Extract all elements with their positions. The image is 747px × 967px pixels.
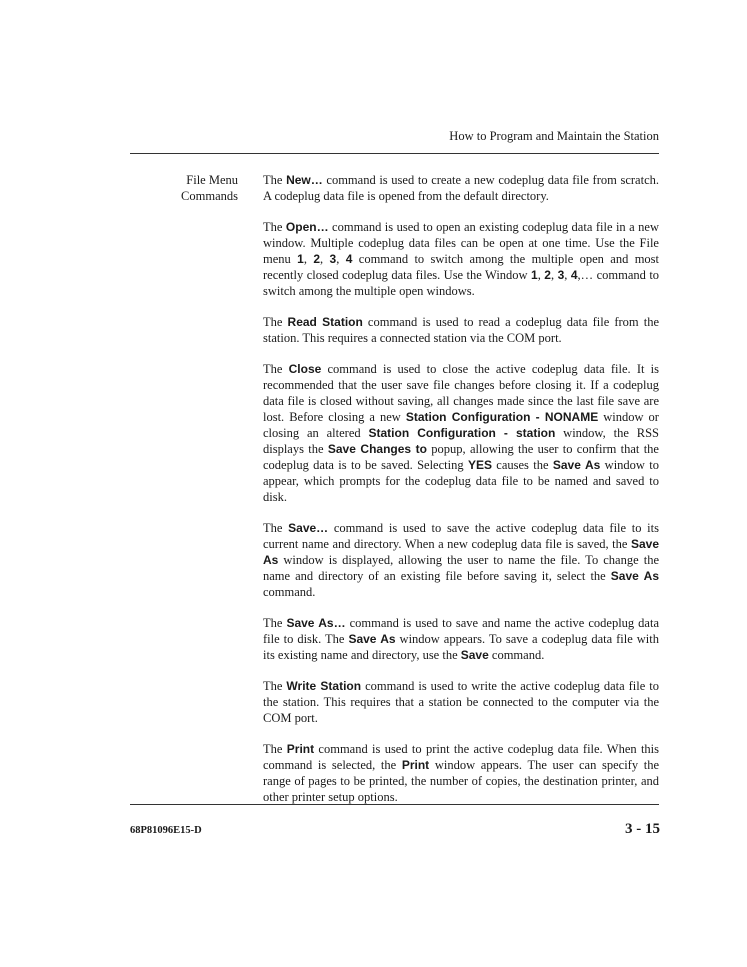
text-run: window appears. The user can specify the range of pages to be printed, the number of copies, the destination printer, and other printer setup options. — [263, 758, 659, 804]
text-run: , — [336, 252, 346, 266]
text-run: ,… command to switch among the multiple open windows. — [263, 268, 660, 298]
text-run: , — [550, 268, 558, 282]
command-name: 4 — [570, 268, 578, 282]
command-name: YES — [467, 458, 492, 472]
text-run: command is used to save the active codeplug data file to its current name and directory. When a new codeplug data file is saved, the — [263, 521, 659, 551]
text-run: , — [303, 252, 314, 266]
text-run: command is used to read a codeplug data file from the station. This requires a connected station via the COM port. — [263, 315, 660, 345]
command-name: Station Configuration - station — [368, 426, 556, 440]
text-run: The — [263, 315, 288, 329]
command-name: Save Changes to — [327, 442, 427, 456]
command-name: Read Station — [287, 315, 363, 329]
text-run: The — [263, 742, 287, 756]
text-run: command is used to create a new codeplug data file from scratch. A codeplug data file is opened from the default directory. — [263, 173, 660, 203]
paragraph-close — [263, 361, 659, 505]
text-run: window, the RSS displays the — [263, 426, 659, 456]
command-name: 1 — [297, 252, 304, 266]
text-run: The — [263, 173, 287, 187]
text-run: command. — [488, 648, 545, 662]
section-heading — [150, 172, 238, 204]
text-run: window is displayed, allowing the user to name the file. To change the name and directory of an existing file before saving it, select the — [263, 553, 659, 583]
text-run: , — [537, 268, 545, 282]
command-name: Print — [286, 742, 315, 756]
command-name: Save As… — [286, 616, 346, 630]
text-run: window appears. To save a codeplug data file with its existing name and directory, use the — [263, 632, 659, 662]
text-run: command. — [263, 585, 316, 599]
footer-rule — [130, 804, 659, 805]
header-rule — [130, 153, 659, 154]
text-run: , — [564, 268, 571, 282]
running-header: How to Program and Maintain the Station — [449, 129, 659, 143]
document-number: 68P81096E15-D — [130, 825, 202, 836]
paragraph-write-station — [263, 678, 659, 726]
command-name: Save… — [288, 521, 329, 535]
command-name: Station Configuration - NONAME — [405, 410, 599, 424]
command-name: 4 — [345, 252, 353, 266]
text-run: command is used to open an existing codeplug data file in a new window. Multiple codeplug data files can be open at one time. Use the File menu — [263, 220, 659, 266]
command-name: 2 — [313, 252, 321, 266]
text-run: command is used to save and name the active codeplug data file to disk. The — [263, 616, 660, 646]
text-run: , — [320, 252, 330, 266]
paragraph-save — [263, 520, 659, 600]
command-name: Save As — [348, 632, 396, 646]
text-run: causes the — [491, 458, 553, 472]
text-run: popup, allowing the user to confirm that the codeplug data is to be saved. Selecting — [263, 442, 659, 472]
paragraph-read-station — [263, 314, 659, 346]
command-name: 3 — [329, 252, 337, 266]
text-run: command is used to print the active codeplug data file. When this command is selected, the — [263, 742, 660, 772]
section-heading-line-1: File Menu — [186, 173, 238, 187]
command-name: Save As — [263, 537, 659, 567]
text-run: command to switch among the multiple open and most recently closed codeplug data files. Use the Window — [263, 252, 660, 282]
paragraph-print — [263, 741, 659, 805]
command-name: Print — [401, 758, 430, 772]
paragraph-new — [263, 172, 659, 204]
text-run: window or closing an altered — [263, 410, 659, 440]
command-name: 3 — [557, 268, 565, 282]
command-name: 1 — [531, 268, 538, 282]
text-run: The — [263, 679, 287, 693]
section-heading-line-2: Commands — [181, 189, 238, 203]
command-name: Save As — [552, 458, 601, 472]
command-name: Write Station — [286, 679, 362, 693]
text-run: The — [263, 521, 289, 535]
text-run: command is used to close the active codeplug data file. It is recommended that the user save file changes before closing it. If a codeplug data file is closed without saving, all changes made since the last file save are lost. Before closing a new — [263, 362, 660, 424]
command-name: New… — [286, 173, 323, 187]
command-name: Open… — [285, 220, 329, 234]
command-name: Save — [460, 648, 489, 662]
text-run: window to appear, which prompts for the codeplug data file to be named and saved to disk. — [263, 458, 659, 504]
text-run: The — [263, 220, 286, 234]
page-number: 3 - 15 — [625, 821, 660, 837]
body-text — [263, 172, 659, 820]
text-run: command is used to write the active codeplug data file to the station. This requires that a station be connected to the computer via the COM port. — [263, 679, 660, 725]
command-name: 2 — [544, 268, 551, 282]
text-run: The — [263, 362, 289, 376]
paragraph-save-as — [263, 615, 659, 663]
command-name: Save As — [610, 569, 659, 583]
paragraph-open — [263, 219, 659, 299]
command-name: Close — [288, 362, 322, 376]
text-run: The — [263, 616, 287, 630]
